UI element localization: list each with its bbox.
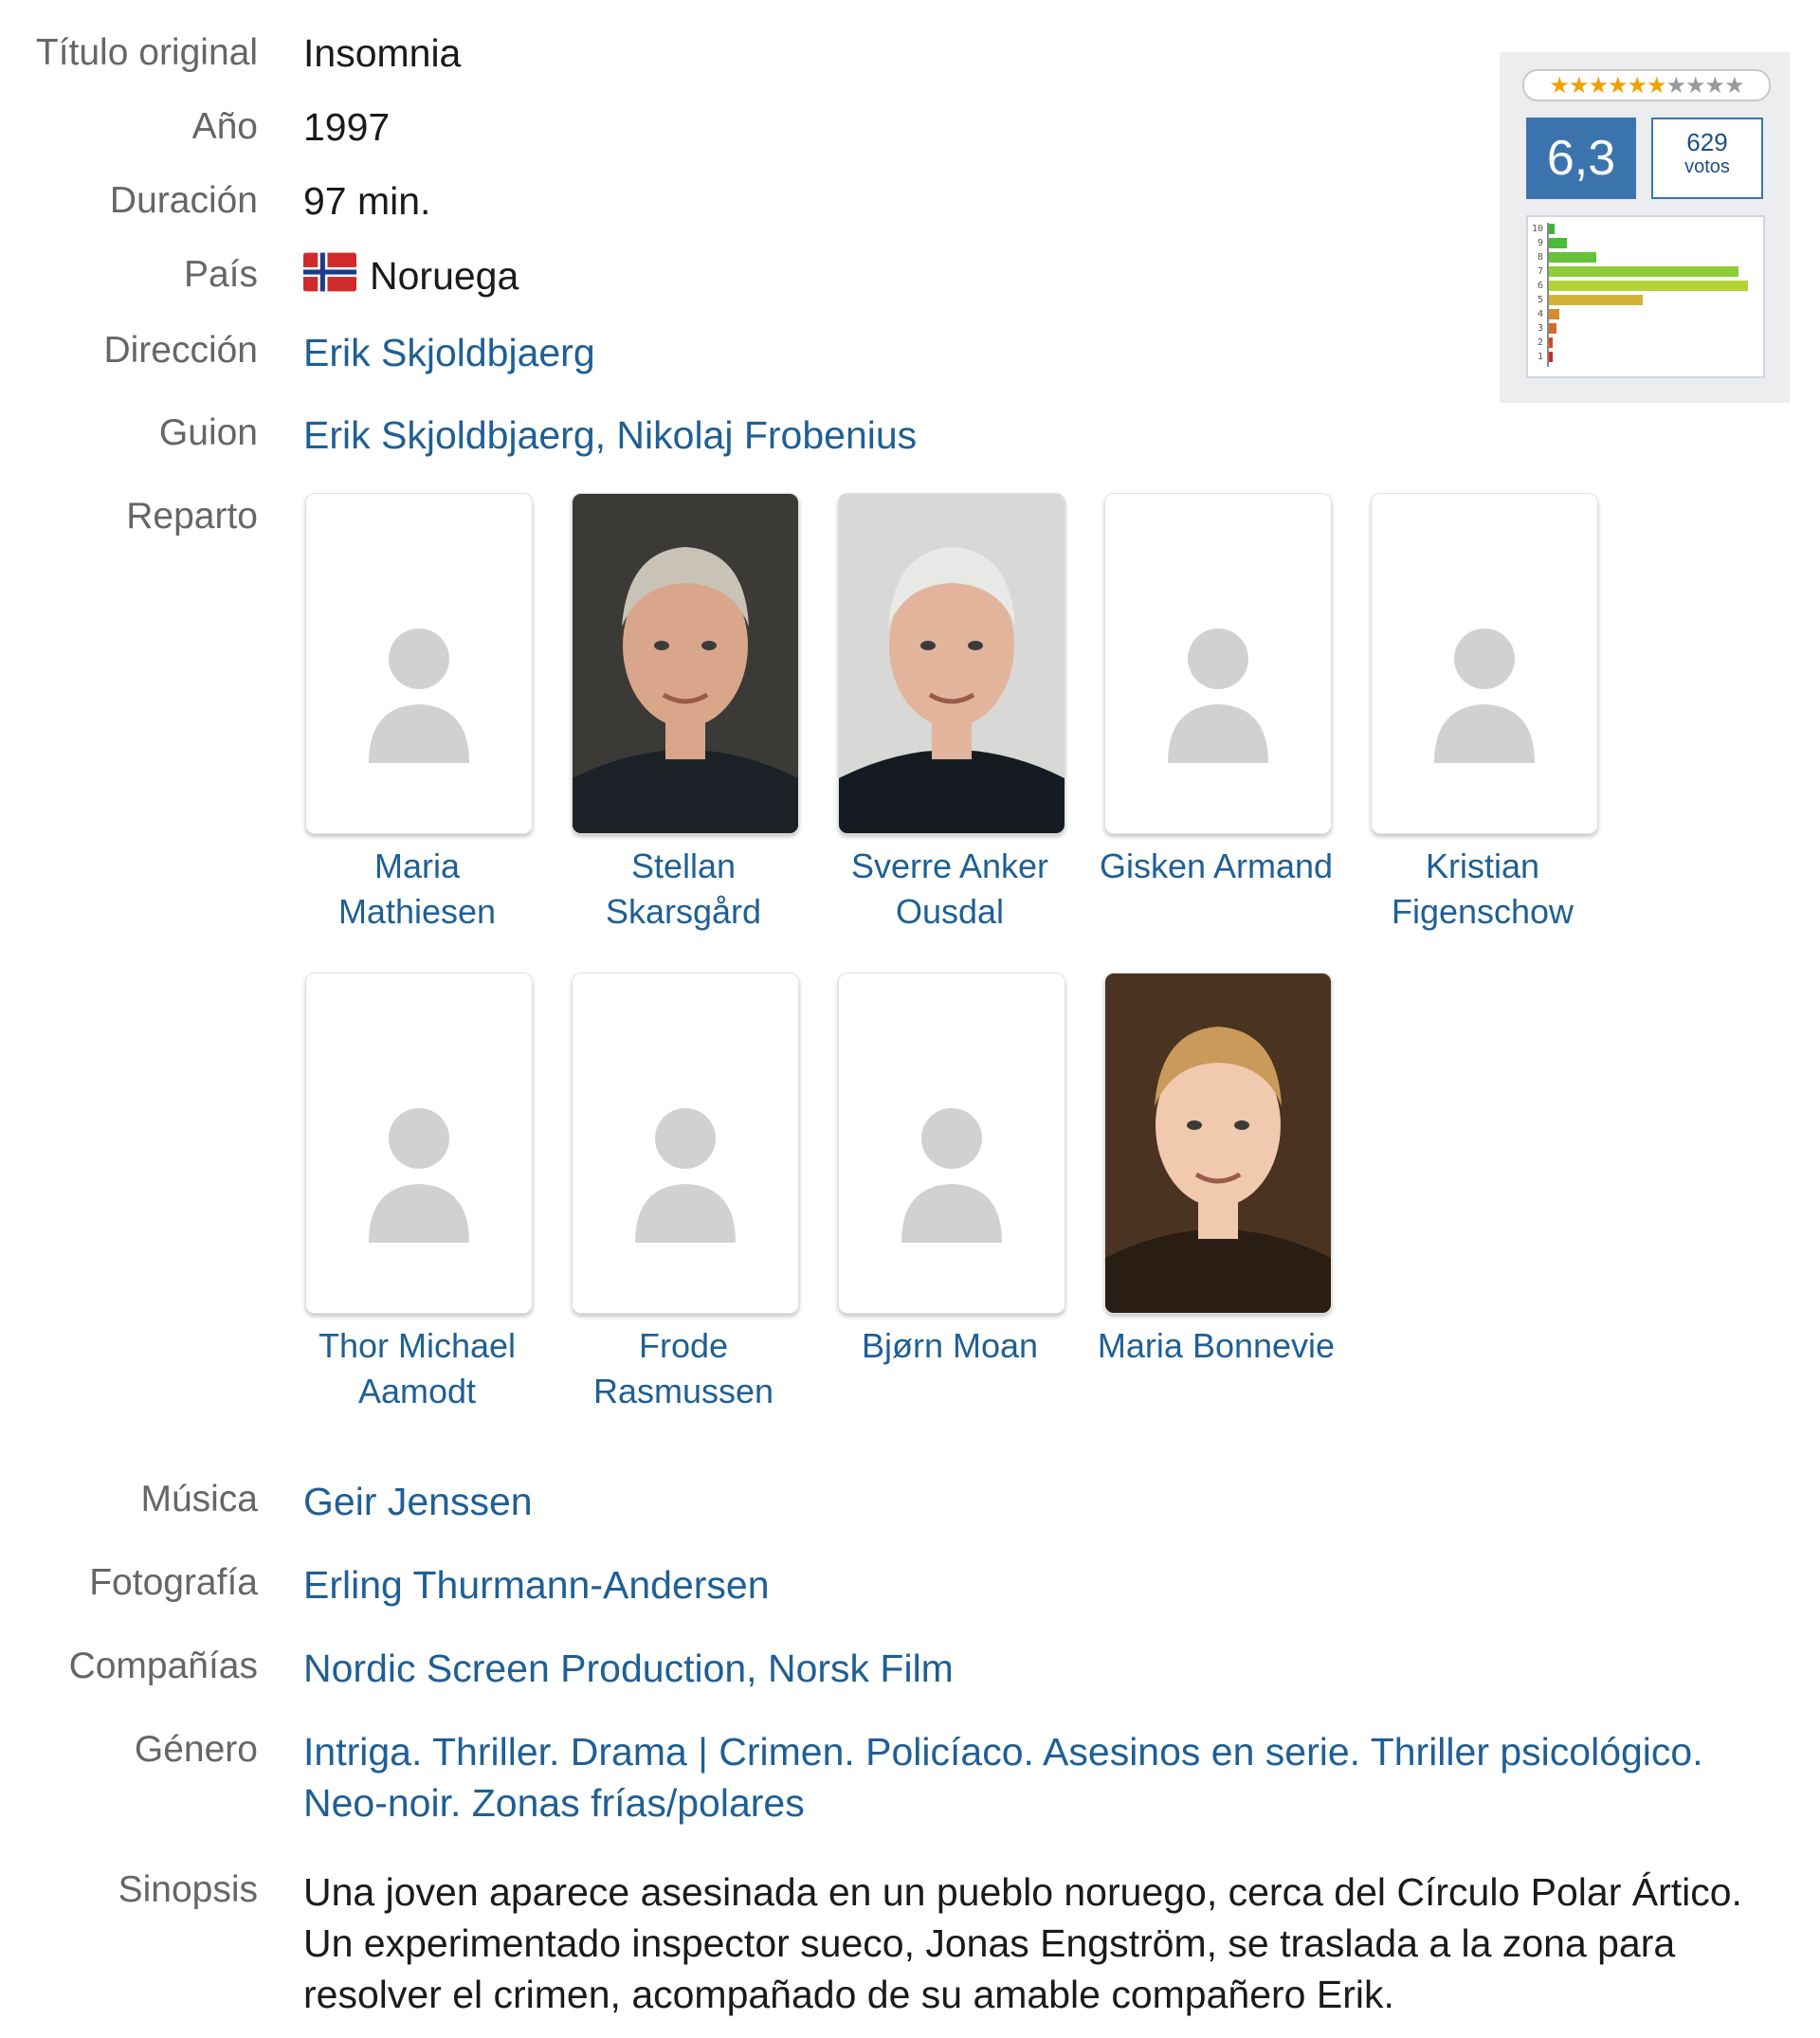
country-value: [303, 252, 519, 299]
actor-photo[interactable]: [572, 493, 799, 834]
year-value: 1997: [303, 105, 391, 149]
star-filled-icon[interactable]: ★: [1627, 72, 1647, 99]
actor-name-line-2: Figenschow: [1391, 892, 1574, 931]
histogram-bar: [1549, 337, 1553, 348]
star-empty-icon[interactable]: ★: [1685, 72, 1705, 99]
synopsis-line-2: Un experimentado inspector sueco, Jonas Engström, se traslada a la zona para: [303, 1921, 1676, 1965]
histogram-bar: [1549, 309, 1559, 319]
norway-flag-icon: [303, 252, 356, 292]
original-title-value: Insomnia: [303, 31, 462, 75]
histogram-bar: [1549, 281, 1748, 291]
actor-name-line-1: Thor Michael: [318, 1326, 517, 1365]
actor-name-line-2: Rasmussen: [592, 1372, 774, 1410]
histogram-score-label: 6: [1537, 281, 1543, 291]
histogram-bar: [1549, 238, 1567, 248]
star-empty-icon[interactable]: ★: [1704, 72, 1725, 99]
placeholder-avatar-icon[interactable]: [305, 493, 533, 834]
actor-name-line-1: Sverre Anker: [850, 846, 1049, 885]
histogram-score-label: 10: [1532, 224, 1544, 234]
actor-name-line-1: Frode: [638, 1326, 729, 1365]
star-filled-icon[interactable]: ★: [1549, 72, 1569, 99]
actor-name-line-2: Skarsgård: [605, 892, 762, 931]
actor-name-line-1: Maria: [373, 846, 461, 885]
genre-line-2[interactable]: Neo-noir. Zonas frías/polares: [303, 1781, 805, 1825]
histogram-bar: [1549, 352, 1553, 362]
votes-histogram[interactable]: [1526, 215, 1765, 378]
placeholder-avatar-icon[interactable]: [838, 973, 1065, 1314]
duration-value: 97 min.: [303, 179, 431, 223]
actor-name-link[interactable]: [284, 1323, 550, 1414]
year-label: Año: [191, 106, 258, 147]
actor-name-link[interactable]: [551, 1323, 816, 1414]
histogram-score-label: 5: [1537, 295, 1543, 305]
country-name: Noruega: [370, 254, 519, 298]
star-filled-icon[interactable]: ★: [1588, 72, 1608, 99]
star-filled-icon[interactable]: ★: [1568, 72, 1589, 99]
actor-name-line-2: Mathiesen: [337, 892, 497, 931]
actor-name-line-1: Kristian: [1425, 846, 1540, 885]
actor-name-link[interactable]: [1350, 844, 1615, 935]
votes-count: 629: [1686, 128, 1728, 156]
histogram-bar: [1549, 252, 1596, 263]
star-empty-icon[interactable]: ★: [1665, 72, 1686, 99]
cast-grid: [303, 493, 1649, 1431]
direction-label: Dirección: [103, 330, 258, 371]
histogram-score-label: 8: [1537, 252, 1543, 263]
histogram-score-label: 2: [1537, 337, 1543, 348]
histogram-score-label: 7: [1537, 266, 1543, 277]
histogram-score-label: 9: [1537, 238, 1543, 248]
histogram-score-label: 1: [1537, 352, 1543, 362]
rating-box: [1500, 52, 1790, 403]
actor-name-link[interactable]: [817, 844, 1083, 935]
synopsis-label: Sinopsis: [118, 1869, 258, 1910]
actor-photo[interactable]: [838, 493, 1065, 834]
actor-name-line-2: Ousdal: [895, 892, 1005, 931]
country-label: País: [183, 254, 258, 295]
actor-name-link[interactable]: [1083, 844, 1349, 889]
actor-name-line-1: Stellan: [630, 846, 737, 885]
actor-name-line-1: Bjørn Moan: [861, 1326, 1039, 1365]
cast-label: Reparto: [126, 496, 258, 537]
placeholder-avatar-icon[interactable]: [305, 973, 533, 1314]
genre-label: Género: [134, 1729, 258, 1770]
original-title-label: Título original: [35, 32, 258, 73]
music-link[interactable]: Geir Jenssen: [303, 1480, 533, 1523]
actor-name-link[interactable]: [551, 844, 816, 935]
placeholder-avatar-icon[interactable]: [572, 973, 799, 1314]
actor-photo[interactable]: [1104, 973, 1332, 1314]
actor-name-line-1: Maria Bonnevie: [1097, 1326, 1336, 1365]
companies-label: Compañías: [68, 1646, 258, 1686]
histogram-bar: [1549, 323, 1556, 334]
star-filled-icon[interactable]: ★: [1647, 72, 1666, 99]
photography-link[interactable]: Erling Thurmann-Andersen: [303, 1563, 770, 1607]
histogram-bar: [1549, 224, 1555, 234]
actor-name-link[interactable]: [1083, 1323, 1349, 1369]
votes-label: votos: [1684, 156, 1730, 177]
histogram-score-label: 3: [1537, 323, 1543, 334]
votes-count-box[interactable]: [1651, 118, 1763, 199]
histogram-score-label: 4: [1537, 309, 1543, 319]
placeholder-avatar-icon[interactable]: [1104, 493, 1332, 834]
script-link[interactable]: Erik Skjoldbjaerg, Nikolaj Frobenius: [303, 413, 918, 457]
actor-name-line-1: Gisken Armand: [1099, 846, 1334, 885]
placeholder-avatar-icon[interactable]: [1371, 493, 1598, 834]
photography-label: Fotografía: [89, 1562, 258, 1603]
synopsis-line-1: Una joven aparece asesinada en un pueblo noruego, cerca del Círculo Polar Ártico.: [303, 1870, 1742, 1914]
duration-label: Duración: [109, 180, 258, 221]
star-filled-icon[interactable]: ★: [1607, 72, 1628, 99]
histogram-bar: [1549, 295, 1643, 305]
script-label: Guion: [158, 412, 258, 453]
synopsis-line-3: resolver el crimen, acompañado de su amable compañero Erik.: [303, 1973, 1394, 2016]
genre-line-1[interactable]: Intriga. Thriller. Drama | Crimen. Policíaco. Asesinos en serie. Thriller psicológico.: [303, 1730, 1703, 1774]
actor-name-link[interactable]: [817, 1323, 1083, 1369]
companies-link[interactable]: Nordic Screen Production, Norsk Film: [303, 1647, 954, 1690]
music-label: Música: [140, 1479, 258, 1519]
average-score: 6,3: [1526, 118, 1636, 199]
actor-name-line-2: Aamodt: [357, 1372, 477, 1410]
actor-name-link[interactable]: [284, 844, 550, 935]
director-link[interactable]: Erik Skjoldbjaerg: [303, 331, 595, 374]
histogram-bar: [1549, 266, 1738, 277]
star-rating[interactable]: [1522, 69, 1771, 101]
star-empty-icon[interactable]: ★: [1724, 72, 1744, 99]
